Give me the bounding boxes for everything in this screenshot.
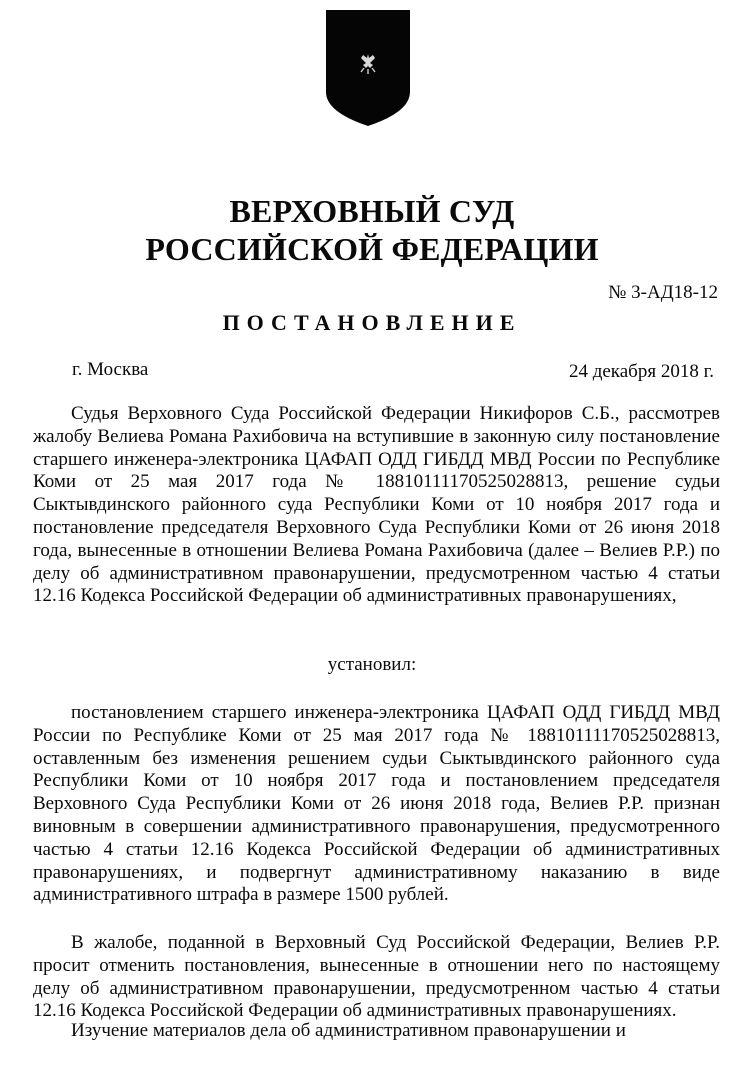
paragraph-preamble: Судья Верховного Суда Российской Федерации Никифоров С.Б., рассмотрев жалобу Велиева Романа Рахибовича на вступившие в законную силу постановление старшего инженера-электроника ЦАФАП ОДД ГИБДД МВД России по Республике Коми от 25 мая 2017 года № 18810111170525028813, решение судьи Сыктывдинского районного суда Республики Коми от 10 ноября 2017 года и постановление председателя Верховного Суда Республики Коми от 26 июня 2018 года, вынесенные в отношении Велиева Романа Рахибовича (далее – Велиев Р.Р.) по делу об административном правонарушении, предусмотренном частью 4 статьи 12.16 Кодекса Российской Федерации об административных правонарушениях,	[33, 403, 720, 607]
paragraph-review: Изучение материалов дела об административном правонарушении и	[71, 1020, 626, 1041]
paragraph-complaint: В жалобе, поданной в Верховный Суд Российской Федерации, Велиев Р.Р. просит отменить постановления, вынесенные в отношении него по настоящему делу об административном правонарушении, предусмотренном частью 4 статьи 12.16 Кодекса Российской Федерации об административных правонарушениях.	[33, 932, 720, 1022]
court-name-line1: ВЕРХОВНЫЙ СУД	[229, 193, 515, 229]
paragraph-ruling-summary: постановлением старшего инженера-электроника ЦАФАП ОДД ГИБДД МВД России по Республике Коми от 25 мая 2017 года № 18810111170525028813, оставленным без изменения решением судьи Сыктывдинского районного суда Республики Коми от 10 ноября 2017 года и постановлением председателя Верховного Суда Республики Коми от 26 июня 2018 года, Велиев Р.Р. признан виновным в совершении административного правонарушения, предусмотренного частью 4 статьи 12.16 Кодекса Российской Федерации об административных правонарушениях, и подвергнут административному наказанию в виде административного штрафа в размере 1500 рублей.	[33, 702, 720, 906]
coat-of-arms-icon	[322, 8, 414, 128]
city: г. Москва	[72, 359, 149, 380]
established-heading: установил:	[327, 654, 417, 675]
court-name-line2: РОССИЙСКОЙ ФЕДЕРАЦИИ	[145, 231, 599, 267]
document-type-heading: ПОСТАНОВЛЕНИЕ	[222, 310, 522, 335]
document-date: 24 декабря 2018 г.	[568, 361, 714, 382]
case-number: № 3-АД18-12	[608, 282, 718, 303]
